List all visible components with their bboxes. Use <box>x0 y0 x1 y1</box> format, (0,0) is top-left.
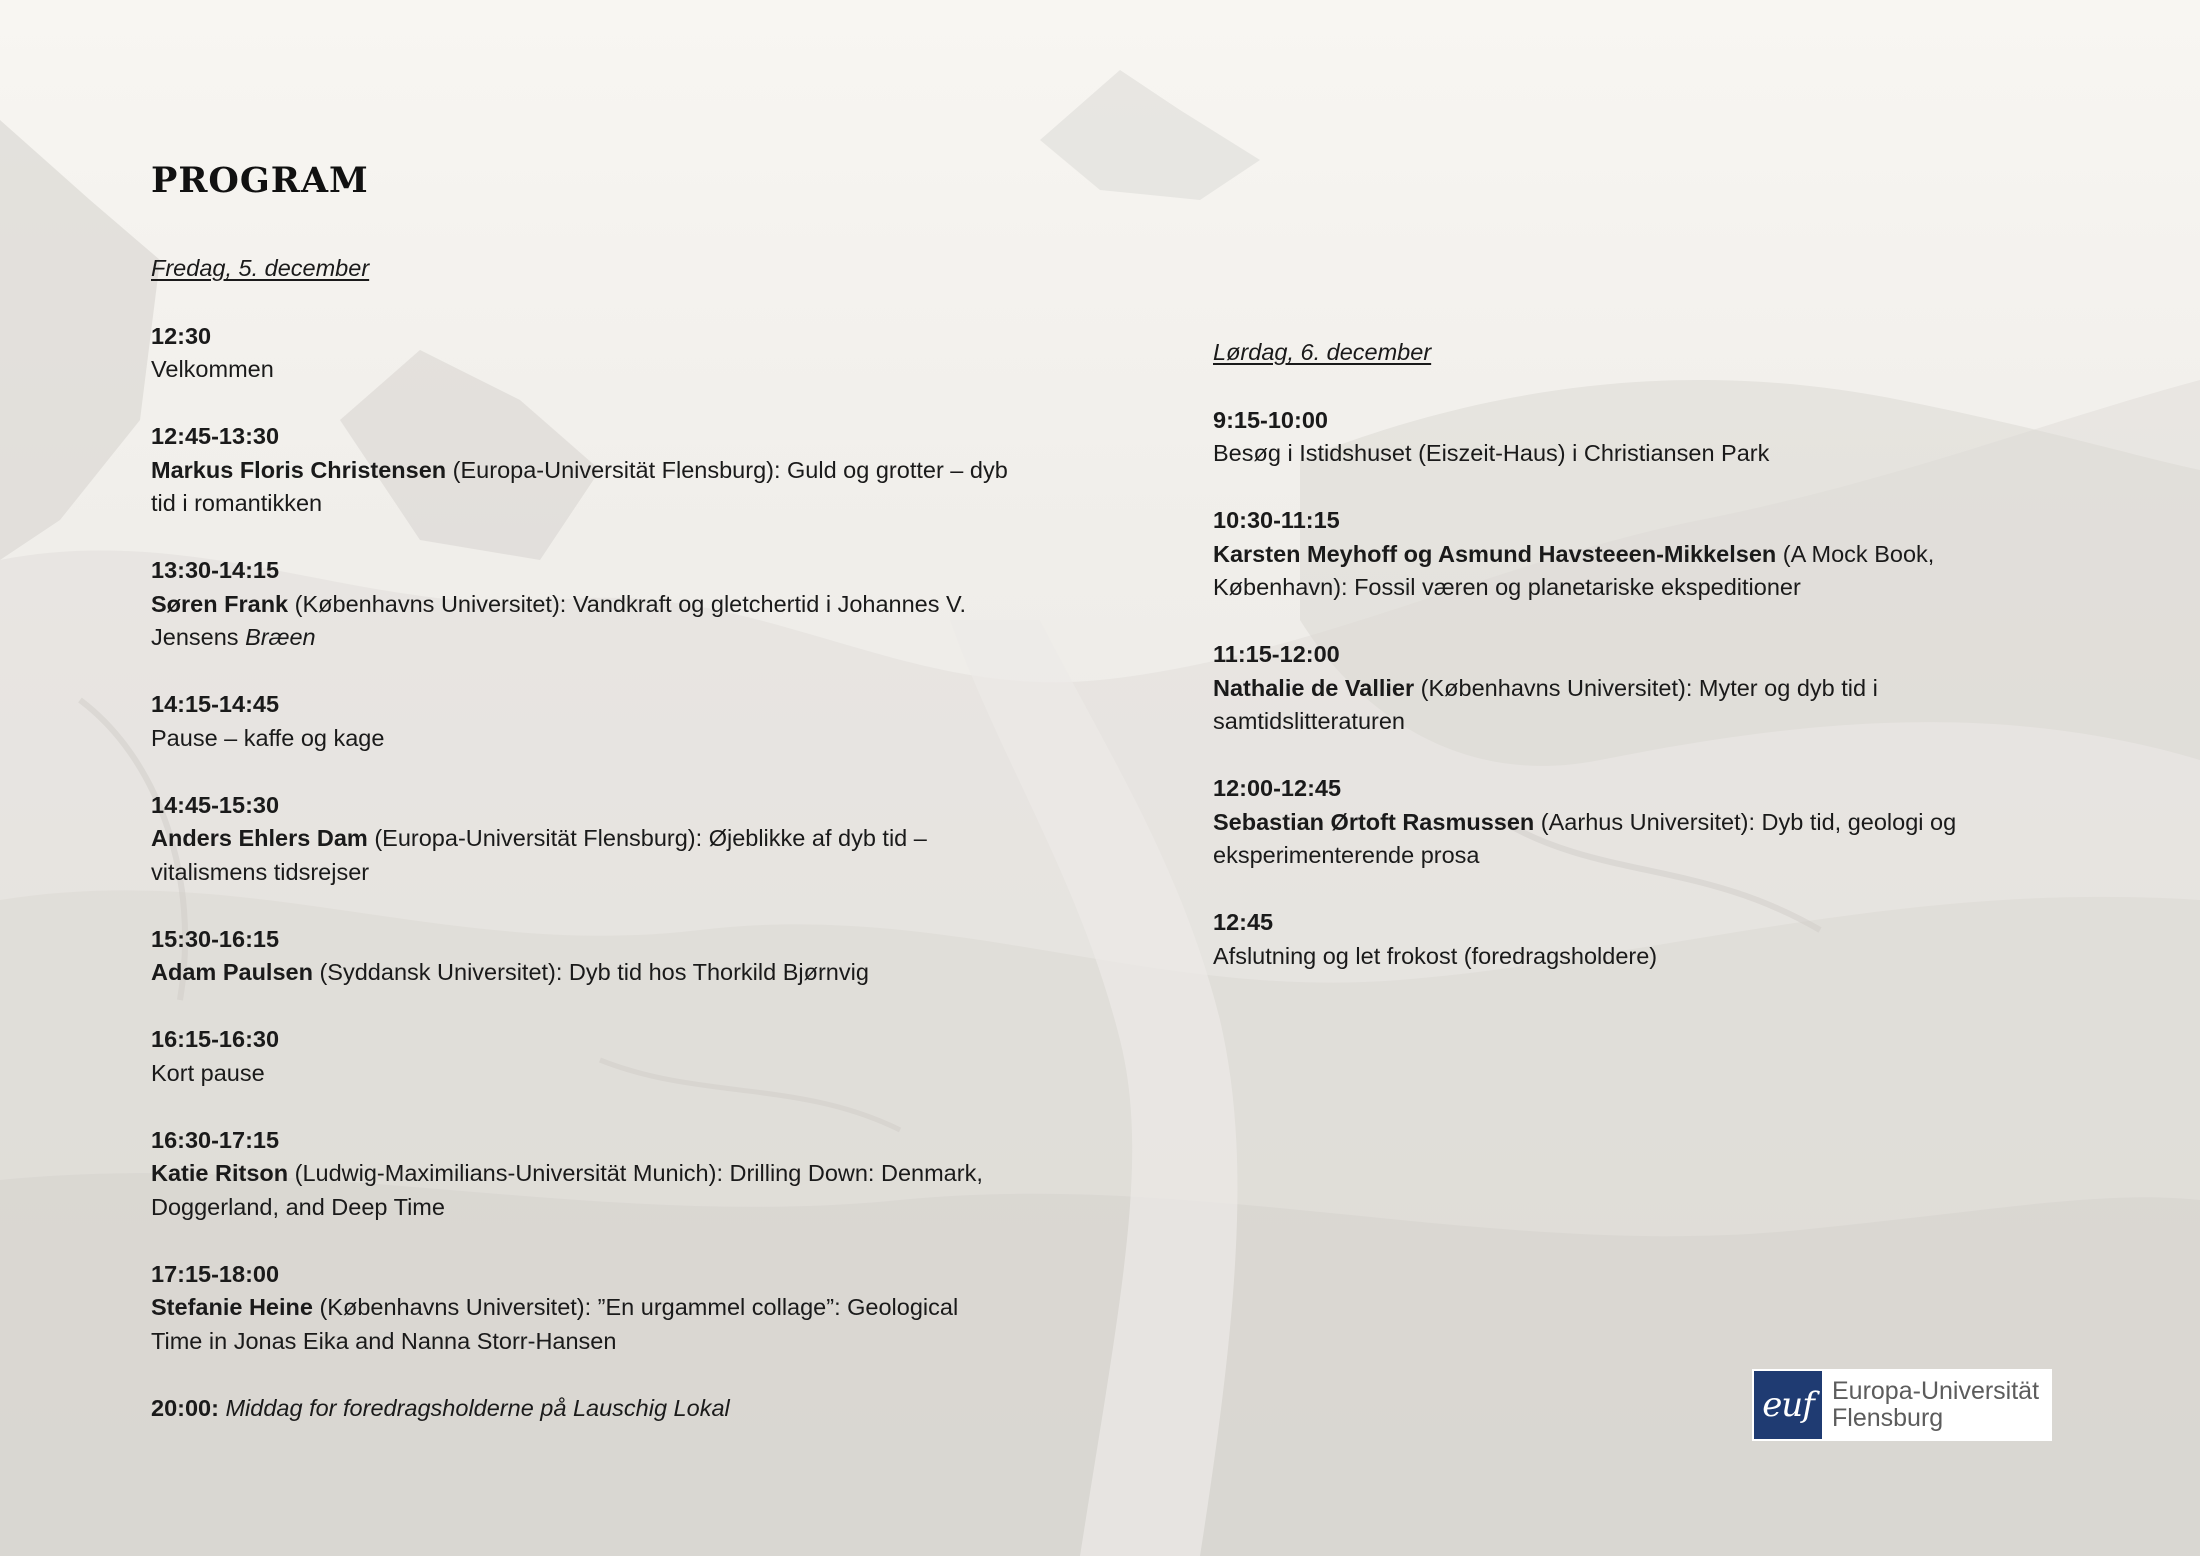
session-time: 12:45 <box>1213 909 1274 935</box>
session-description <box>151 722 1011 756</box>
session-speaker: Anders Ehlers Dam <box>151 825 368 851</box>
session-time: 14:15-14:45 <box>151 691 280 717</box>
session-time: 17:15-18:00 <box>151 1260 280 1287</box>
session-item <box>151 554 1011 655</box>
session-item <box>1213 504 2073 605</box>
session-text: (Syddansk Universitet): Dyb tid hos Thorkild Bjørnvig <box>312 959 869 985</box>
session-item <box>151 923 1011 990</box>
session-description <box>151 1291 1011 1358</box>
university-logo <box>1752 1369 2052 1441</box>
session-description <box>1213 940 2073 974</box>
session-time: 12:00-12:45 <box>1213 775 1342 801</box>
session-speaker: Karsten Meyhoff og Asmund Havsteeen-Mikkelsen <box>1213 540 1777 567</box>
session-time: 16:15-16:30 <box>151 1026 280 1052</box>
session-item <box>1213 906 2073 973</box>
university-name-line2: Flensburg <box>1832 1404 1944 1432</box>
session-time: 16:30-17:15 <box>151 1126 280 1153</box>
session-description <box>1213 437 2073 471</box>
session-text: (Aarhus Universitet): Dyb tid, geologi og eksperimenterende prosa <box>1213 808 1957 868</box>
session-time: 12:45-13:30 <box>151 423 280 449</box>
session-text: Kort pause <box>151 1059 265 1086</box>
session-time: 11:15-12:00 <box>1213 641 1340 667</box>
session-item <box>1213 772 2073 873</box>
session-description <box>151 588 1011 655</box>
session-text: (Europa-Universität Flensburg): Øjeblikke af dyb tid – vitalismens tidsrejser <box>151 825 927 885</box>
session-item <box>151 320 1011 387</box>
session-text: (Københavns Universitet): Myter og dyb tid i samtidslitteraturen <box>1213 674 1878 734</box>
session-item <box>151 1124 1011 1225</box>
session-description <box>151 1157 1011 1224</box>
session-text: (Europa-Universität Flensburg): Guld og grotter – dyb tid i romantikken <box>151 456 1008 516</box>
session-item <box>151 688 1011 755</box>
session-description <box>151 353 1011 387</box>
session-item <box>1213 404 2073 471</box>
session-text: Besøg i Istidshuset (Eiszeit-Haus) i Christiansen Park <box>1213 440 1770 466</box>
university-name <box>1832 1378 2039 1432</box>
university-name-line1: Europa-Universität <box>1832 1377 2040 1405</box>
session-speaker: Markus Floris Christensen <box>151 456 447 483</box>
session-time: 15:30-16:15 <box>151 925 280 952</box>
session-speaker: Nathalie de Vallier <box>1213 674 1415 701</box>
session-description <box>1213 538 2073 605</box>
saturday-heading: Lørdag, 6. december <box>1213 339 1432 365</box>
session-item <box>1213 638 2073 739</box>
session-text: Afslutning og let frokost (foredragsholdere) <box>1213 942 1658 969</box>
session-text: Pause – kaffe og kage <box>151 724 385 751</box>
session-item <box>151 420 1011 521</box>
saturday-column <box>1213 336 2073 1007</box>
dinner-item <box>151 1392 1011 1426</box>
friday-column <box>151 252 1011 1425</box>
session-description <box>1213 672 2073 739</box>
page-title: PROGRAM <box>151 160 369 201</box>
session-item <box>151 789 1011 890</box>
session-text: (Københavns Universitet): Vandkraft og gletchertid i Johannes V. Jensens <box>151 590 967 650</box>
session-description <box>151 1057 1011 1091</box>
session-text: (Københavns Universitet): ”En urgammel collage”: Geological Time in Jonas Eika and Nanna Storr-Hansen <box>151 1294 959 1354</box>
session-time: 13:30-14:15 <box>151 557 280 583</box>
friday-heading: Fredag, 5. december <box>151 255 370 281</box>
session-speaker: Sebastian Ørtoft Rasmussen <box>1213 808 1535 835</box>
session-speaker: Katie Ritson <box>151 1160 289 1186</box>
session-text: (Ludwig-Maximilians-Universität Munich): Drilling Down: Denmark, Doggerland, and Deep Time <box>151 1160 983 1220</box>
session-text: (A Mock Book, København): Fossil væren og planetariske ekspeditioner <box>1213 540 1935 600</box>
session-speaker: Stefanie Heine <box>151 1294 313 1320</box>
session-text: Velkommen <box>151 356 274 382</box>
session-description <box>1213 806 2073 873</box>
euf-logo-mark: euf <box>1754 1371 1822 1439</box>
session-time: 9:15-10:00 <box>1213 406 1328 433</box>
session-time: 12:30 <box>151 322 212 349</box>
session-speaker: Adam Paulsen <box>151 959 313 985</box>
session-time: 10:30-11:15 <box>1213 507 1340 533</box>
dinner-text: Middag for foredragsholderne på Lauschig Lokal <box>218 1394 730 1421</box>
session-description <box>151 956 1011 990</box>
session-speaker: Søren Frank <box>151 590 289 617</box>
session-description <box>151 454 1011 521</box>
session-item <box>151 1258 1011 1359</box>
session-description <box>151 822 1011 889</box>
session-book-title: Bræen <box>245 624 316 650</box>
dinner-time: 20:00: <box>151 1394 219 1421</box>
session-time: 14:45-15:30 <box>151 791 280 818</box>
session-item <box>151 1023 1011 1090</box>
